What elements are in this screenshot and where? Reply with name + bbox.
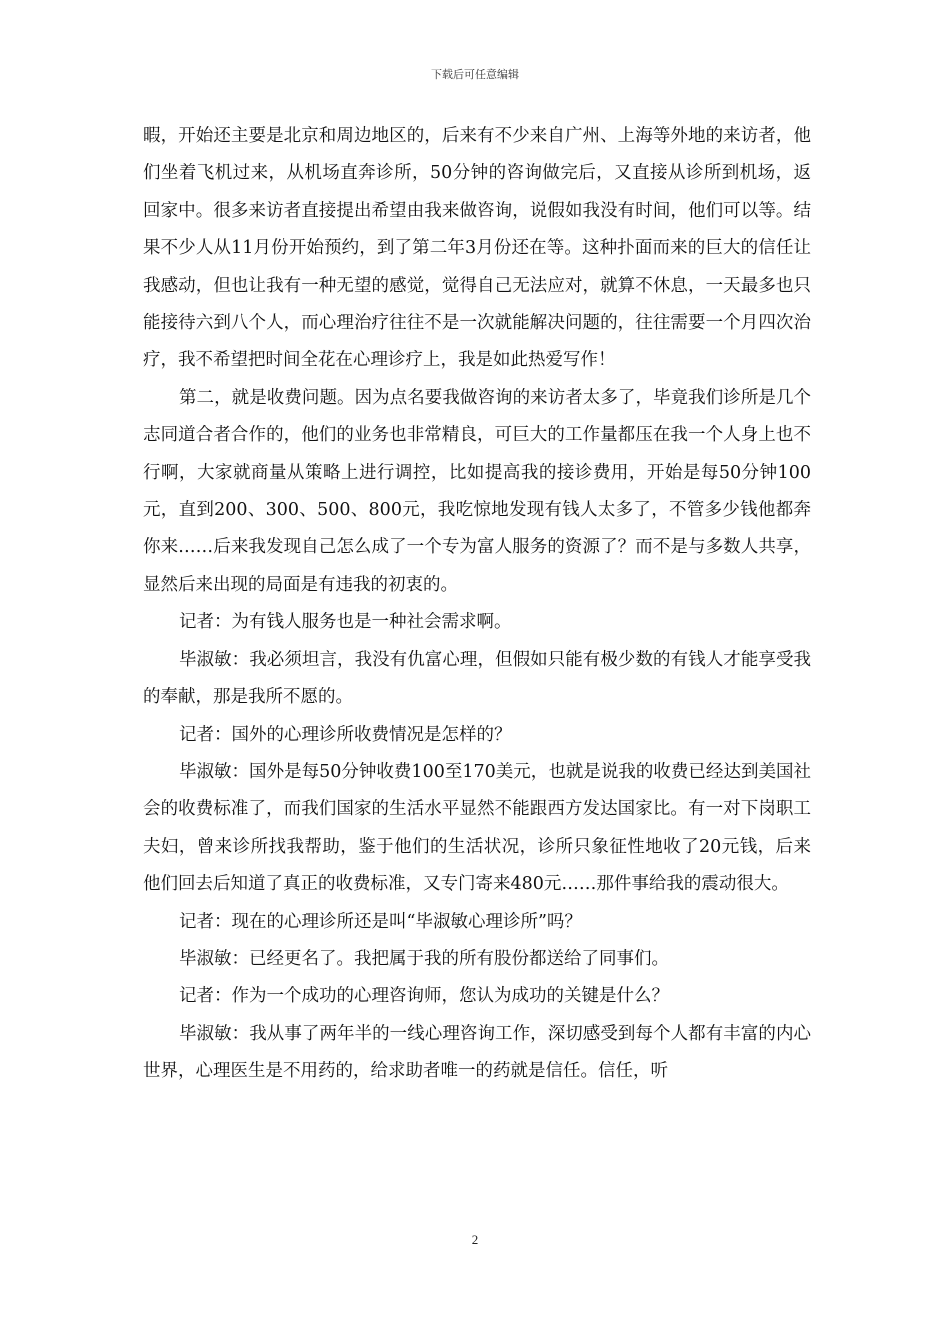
paragraph: 毕淑敏：已经更名了。我把属于我的所有股份都送给了同事们。 (179, 948, 669, 969)
paragraph: 记者：为有钱人服务也是一种社会需求啊。 (179, 612, 512, 633)
paragraph: 暇，开始还主要是北京和周边地区的，后来有不少来自广州、上海等外地的来访者，他们坐着飞机过来，从机场直奔诊所，50分钟的咨询做完后，又直接从诊所到机场，返回家中。很多来访者直接提出希望由我来做咨询，说假如我没有时间，他们可以等。结果不少人从11月份开始预约，到了第二年3月份还在等。这种扑面而来的巨大的信任让我感动，但也让我有一种无望的感觉，觉得自己无法应对，就算不休息，一天最多也只能接待六到八个人，而心理治疗往往不是一次就能解决问题的，往往需要一个月四次治疗，我不希望把时间全花在心理诊疗上，我是如此热爱写作！ (143, 126, 811, 371)
paragraph: 第二，就是收费问题。因为点名要我做咨询的来访者太多了，毕竟我们诊所是几个志同道合者合作的，他们的业务也非常精良，可巨大的工作量都压在我一个人身上也不行啊，大家就商量从策略上进行调控，比如提高我的接诊费用，开始是每50分钟100元，直到200、300、500、800元，我吃惊地发现有钱人太多了，不管多少钱他都奔你来……后来我发现自己怎么成了一个专为富人服务的资源了？而不是与多数人共享，显然后来出现的局面是有违我的初衷的。 (143, 387, 811, 595)
page-number: 2 (471, 1232, 479, 1247)
paragraph: 记者：现在的心理诊所还是叫“毕淑敏心理诊所”吗？ (179, 911, 582, 932)
paragraph: 毕淑敏：国外是每50分钟收费100至170美元，也就是说我的收费已经达到美国社会的收费标准了，而我们国家的生活水平显然不能跟西方发达国家比。有一对下岗职工夫妇，曾来诊所找我帮助，鉴于他们的生活状况，诊所只象征性地收了20元钱，后来他们回去后知道了真正的收费标准，又专门寄来480元……那件事给我的震动很大。 (143, 761, 811, 895)
document-body (143, 118, 811, 1091)
paragraph: 毕淑敏：我从事了两年半的一线心理咨询工作，深切感受到每个人都有丰富的内心世界，心理医生是不用药的，给求助者唯一的药就是信任。信任，听 (143, 1023, 811, 1082)
paragraph: 毕淑敏：我必须坦言，我没有仇富心理，但假如只能有极少数的有钱人才能享受我的奉献，那是我所不愿的。 (143, 649, 811, 708)
paragraph: 记者：国外的心理诊所收费情况是怎样的？ (179, 724, 512, 745)
page-header-note: 下载后可任意编辑 (431, 68, 519, 81)
paragraph: 记者：作为一个成功的心理咨询师，您认为成功的关键是什么？ (179, 986, 669, 1007)
